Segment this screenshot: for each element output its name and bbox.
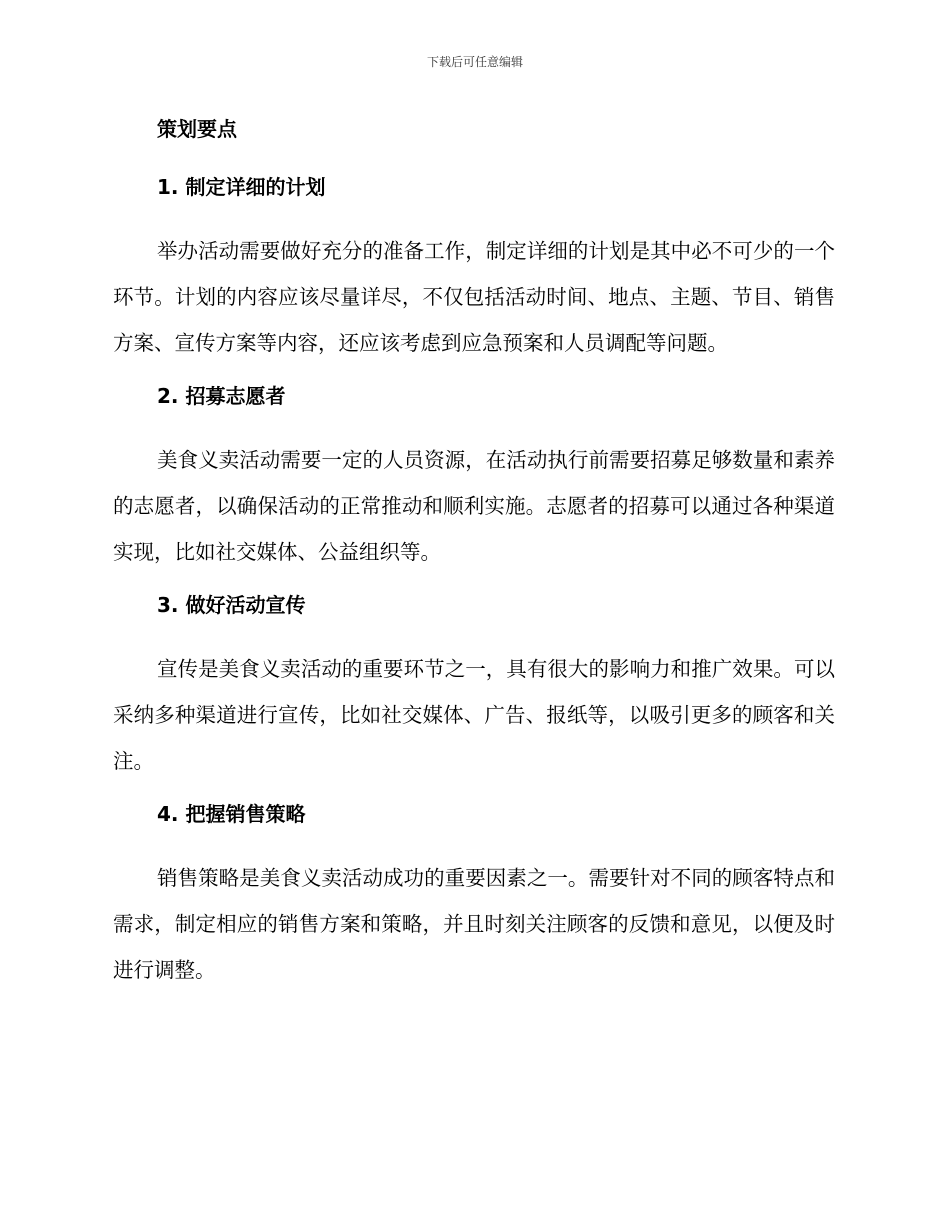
section-1 <box>113 171 835 366</box>
section-4 <box>113 798 835 993</box>
section-paragraph: 宣传是美食义卖活动的重要环节之一，具有很大的影响力和推广效果。可以采纳多种渠道进行宣传，比如社交媒体、广告、报纸等，以吸引更多的顾客和关注。 <box>113 657 835 773</box>
section-3 <box>113 589 835 784</box>
document-title: 策划要点 <box>157 117 237 141</box>
document-content <box>113 113 835 1007</box>
section-paragraph: 举办活动需要做好充分的准备工作，制定详细的计划是其中必不可少的一个环节。计划的内容应该尽量详尽，不仅包括活动时间、地点、主题、节目、销售方案、宣传方案等内容，还应该考虑到应急预案和人员调配等问题。 <box>113 239 835 355</box>
header-note: 下载后可任意编辑 <box>426 55 523 69</box>
section-heading: 4. 把握销售策略 <box>157 802 306 826</box>
section-paragraph: 美食义卖活动需要一定的人员资源，在活动执行前需要招募足够数量和素养的志愿者，以确保活动的正常推动和顺利实施。志愿者的招募可以通过各种渠道实现，比如社交媒体、公益组织等。 <box>113 448 835 564</box>
section-heading: 3. 做好活动宣传 <box>157 593 306 617</box>
section-heading: 2. 招募志愿者 <box>157 384 286 408</box>
section-paragraph: 销售策略是美食义卖活动成功的重要因素之一。需要针对不同的顾客特点和需求，制定相应的销售方案和策略，并且时刻关注顾客的反馈和意见，以便及时进行调整。 <box>113 866 835 982</box>
section-2 <box>113 380 835 575</box>
section-heading: 1. 制定详细的计划 <box>157 175 326 199</box>
